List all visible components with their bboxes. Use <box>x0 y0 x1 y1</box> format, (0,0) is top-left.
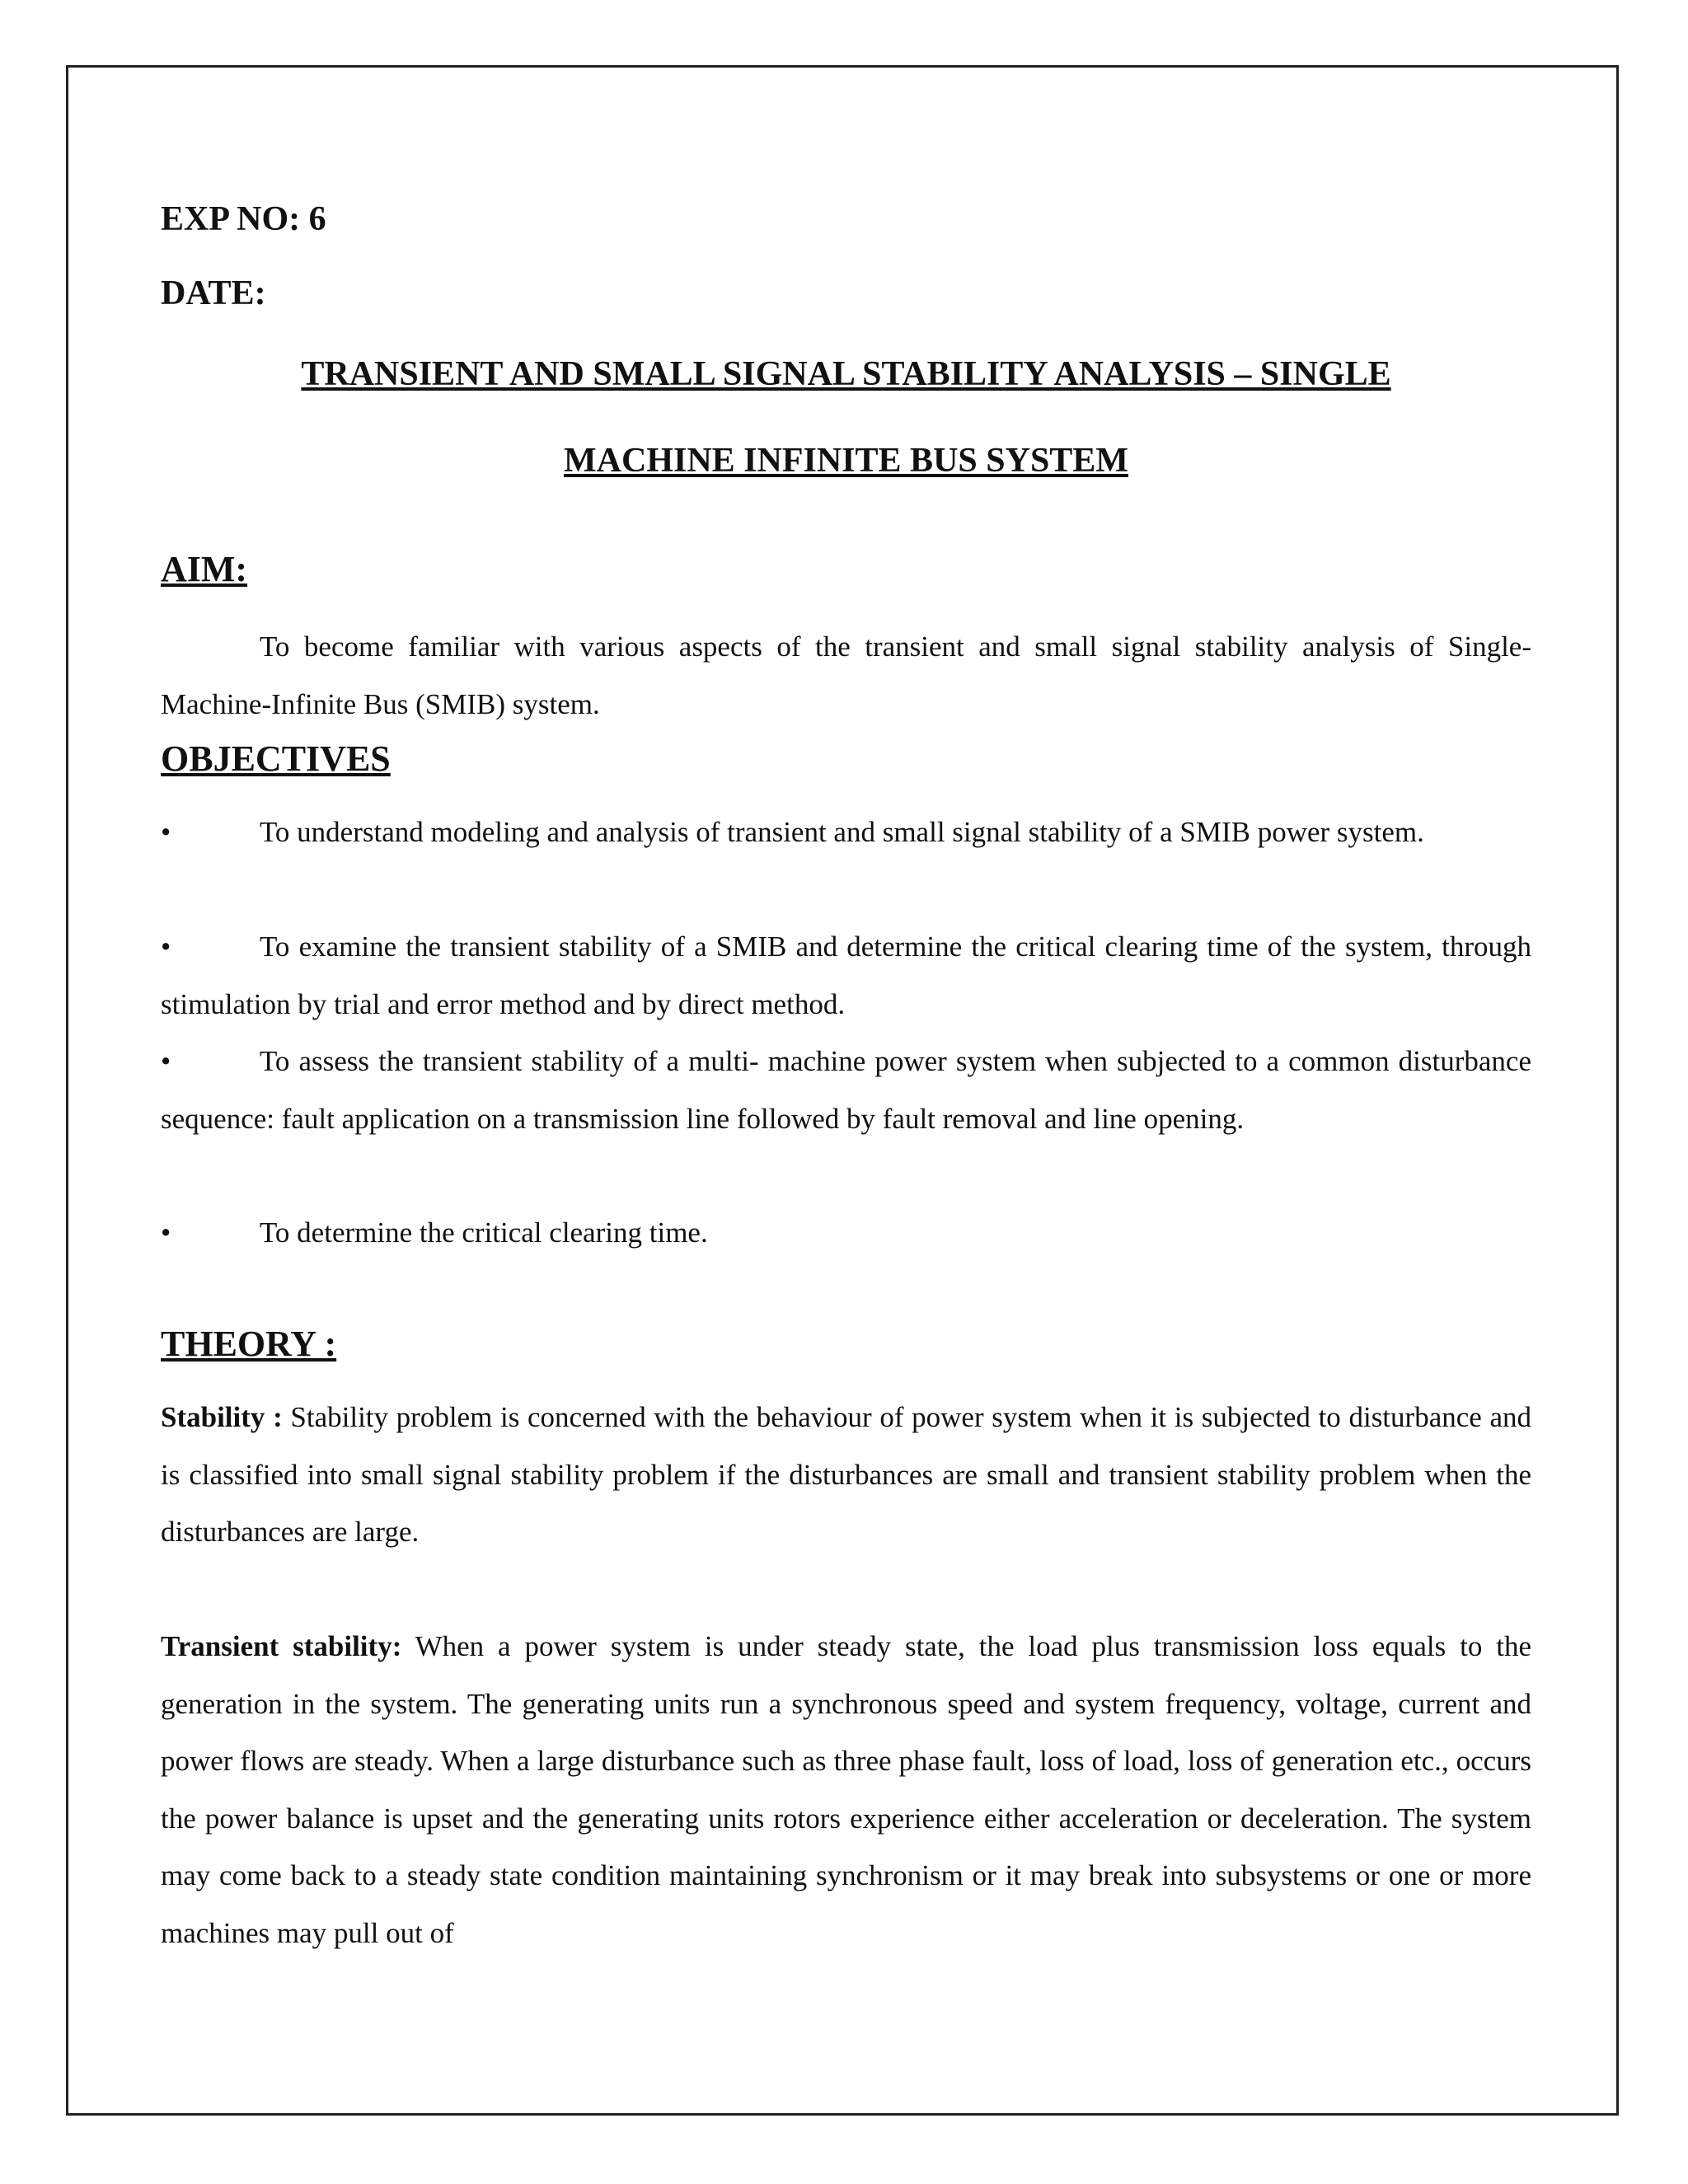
bullet-icon: • <box>161 930 171 963</box>
title-line-2: MACHINE INFINITE BUS SYSTEM <box>564 442 1128 480</box>
theory-heading: THEORY : <box>161 1324 337 1364</box>
exp-number: EXP NO: 6 <box>161 200 326 238</box>
title-line-1: TRANSIENT AND SMALL SIGNAL STABILITY ANALYSIS – SINGLE <box>301 355 1391 393</box>
transient-paragraph <box>161 1618 1531 1961</box>
aim-text-content: To become familiar with various aspects of the transient and small signal stability analysis of Single-Machine-Infinite Bus (SMIB) system. <box>161 630 1531 720</box>
objective-text: To understand modeling and analysis of transient and small signal stability of a SMIB power system. <box>260 816 1424 848</box>
objective-text: To examine the transient stability of a SMIB and determine the critical clearing time of the system, through stimulation by trial and error method and by direct method. <box>161 930 1531 1020</box>
stability-text: Stability problem is concerned with the behaviour of power system when it is subjected to disturbance and is classified into small signal stability problem if the disturbances are small and transient stability problem when the disturbances are large. <box>161 1401 1531 1548</box>
aim-text <box>161 618 1531 733</box>
stability-label: Stability : <box>161 1401 283 1433</box>
stability-paragraph <box>161 1389 1531 1561</box>
objective-item <box>161 918 1531 1033</box>
bullet-icon: • <box>161 816 171 848</box>
objective-item <box>161 804 1531 861</box>
objective-text: To assess the transient stability of a multi- machine power system when subjected to a common disturbance sequence: fault application on a transmission line followed by fault removal and line opening. <box>161 1045 1531 1135</box>
bullet-icon: • <box>161 1216 171 1249</box>
objective-item <box>161 1204 1531 1262</box>
transient-text: When a power system is under steady state, the load plus transmission loss equals to the generation in the system. The generating units run a synchronous speed and system frequency, voltage, current and power flows are steady. When a large disturbance such as three phase fault, loss of load, loss of generation etc., occurs the power balance is upset and the generating units rotors experience either acceleration or deceleration. The system may come back to a steady state condition maintaining synchronism or it may break into subsystems or one or more machines may pull out of <box>161 1630 1532 1949</box>
date-label: DATE: <box>161 274 266 312</box>
objectives-heading: OBJECTIVES <box>161 738 391 779</box>
bullet-icon: • <box>161 1045 171 1077</box>
transient-label: Transient stability: <box>161 1630 402 1662</box>
aim-heading: AIM: <box>161 549 248 589</box>
objective-text: To determine the critical clearing time. <box>260 1216 708 1249</box>
objective-item <box>161 1033 1531 1147</box>
